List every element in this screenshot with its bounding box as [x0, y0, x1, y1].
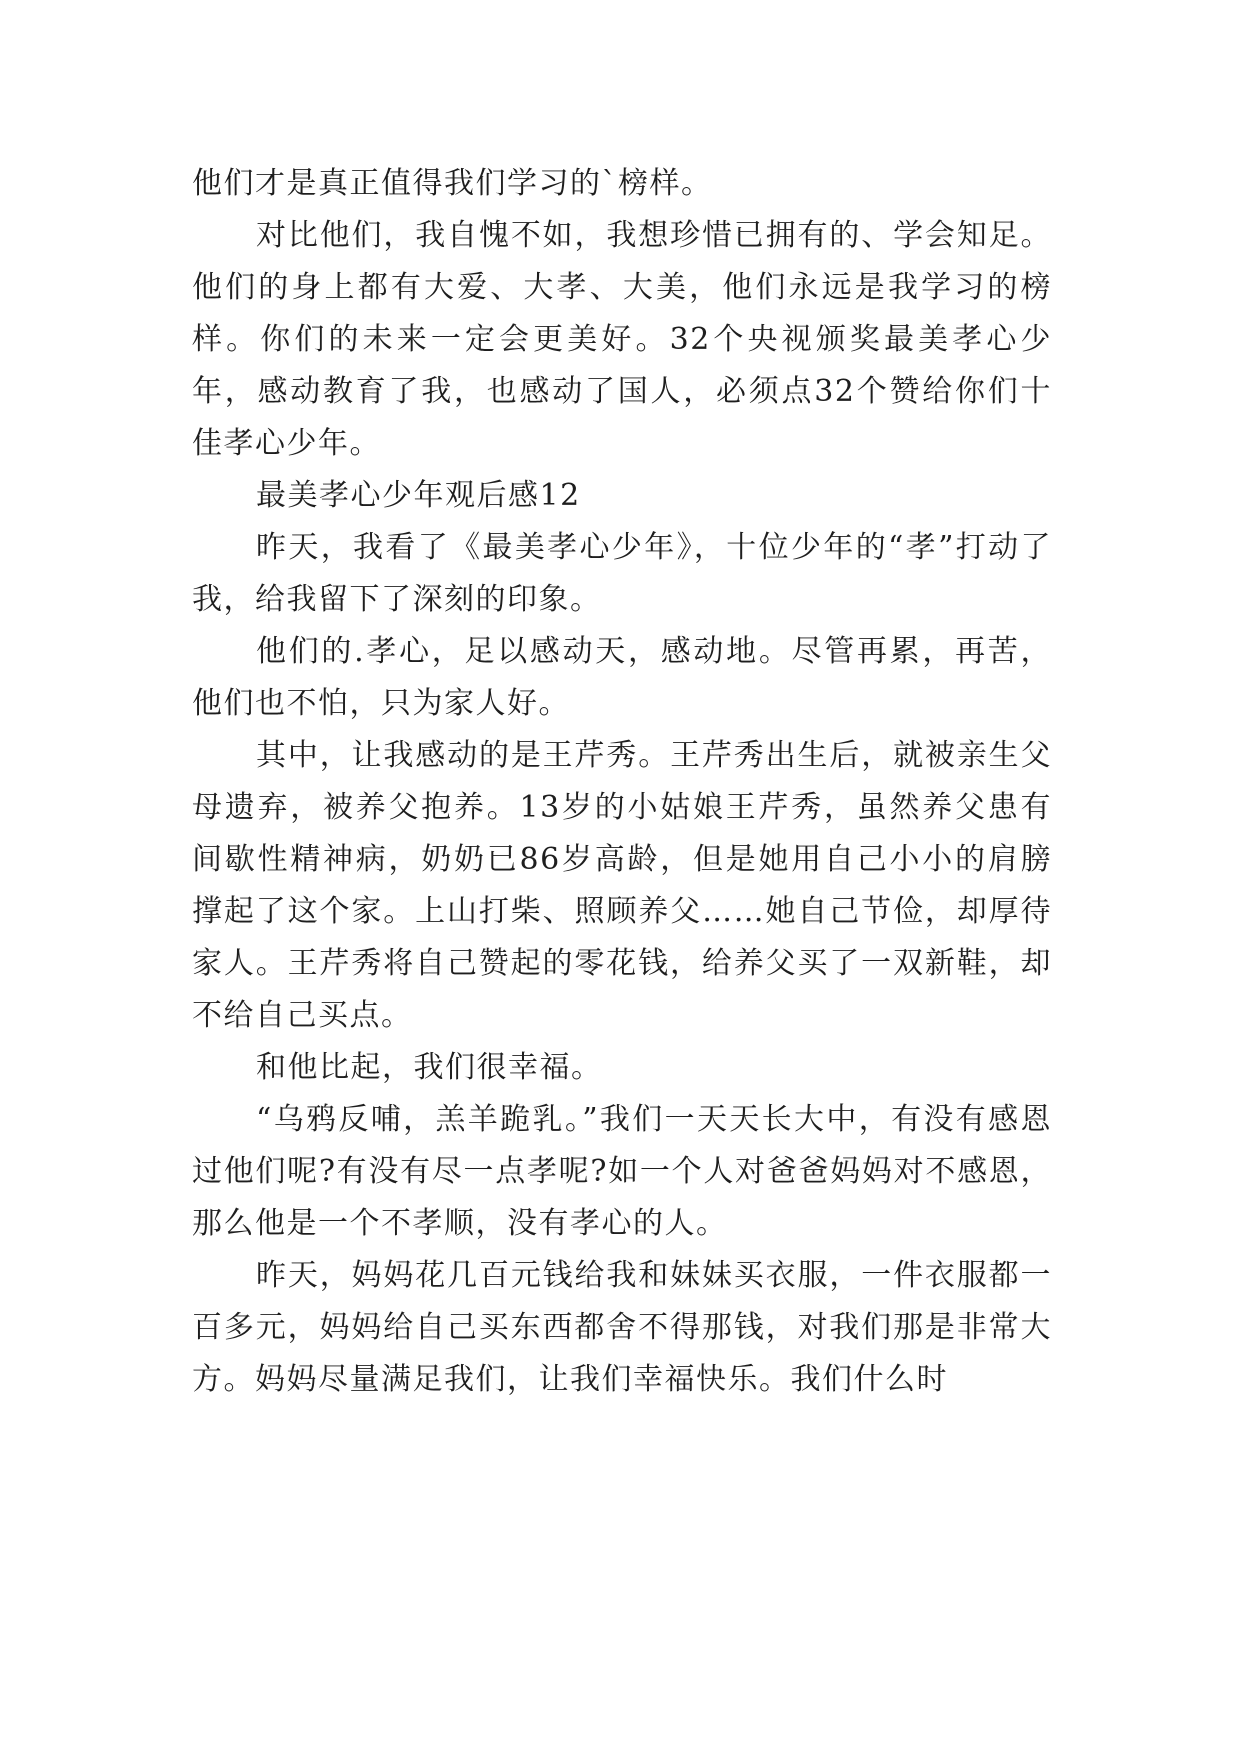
- section-heading: 最美孝心少年观后感12: [256, 478, 581, 513]
- paragraph: 他们的.孝心，足以感动天，感动地。尽管再累，再苦，他们也不怕，只为家人好。: [192, 634, 1052, 721]
- paragraph: 其中，让我感动的是王芹秀。王芹秀出生后，就被亲生父母遗弃，被养父抱养。13岁的小姑娘王芹秀，虽然养父患有间歇性精神病，奶奶已86岁高龄，但是她用自己小小的肩膀撑起了这个家。上山打柴、照顾养父……她自己节俭，却厚待家人。王芹秀将自己赞起的零花钱，给养父买了一双新鞋，却不给自己买点。: [192, 738, 1052, 1033]
- paragraph: “乌鸦反哺，羔羊跪乳。”我们一天天长大中，有没有感恩过他们呢?有没有尽一点孝呢?如一个人对爸爸妈妈对不感恩，那么他是一个不孝顺，没有孝心的人。: [192, 1102, 1052, 1241]
- paragraph: 对比他们，我自愧不如，我想珍惜已拥有的、学会知足。他们的身上都有大爱、大孝、大美，他们永远是我学习的榜样。你们的未来一定会更美好。32个央视颁奖最美孝心少年，感动教育了我，也感动了国人，必须点32个赞给你们十佳孝心少年。: [192, 218, 1052, 461]
- paragraph: 昨天，我看了《最美孝心少年》，十位少年的“孝”打动了我，给我留下了深刻的印象。: [192, 530, 1052, 617]
- paragraph: 昨天，妈妈花几百元钱给我和妹妹买衣服，一件衣服都一百多元，妈妈给自己买东西都舍不得那钱，对我们那是非常大方。妈妈尽量满足我们，让我们幸福快乐。我们什么时: [192, 1258, 1052, 1397]
- document-body: [192, 158, 1052, 1406]
- paragraph-continuation: 他们才是真正值得我们学习的`榜样。: [192, 166, 713, 201]
- paragraph: 和他比起，我们很幸福。: [256, 1050, 603, 1085]
